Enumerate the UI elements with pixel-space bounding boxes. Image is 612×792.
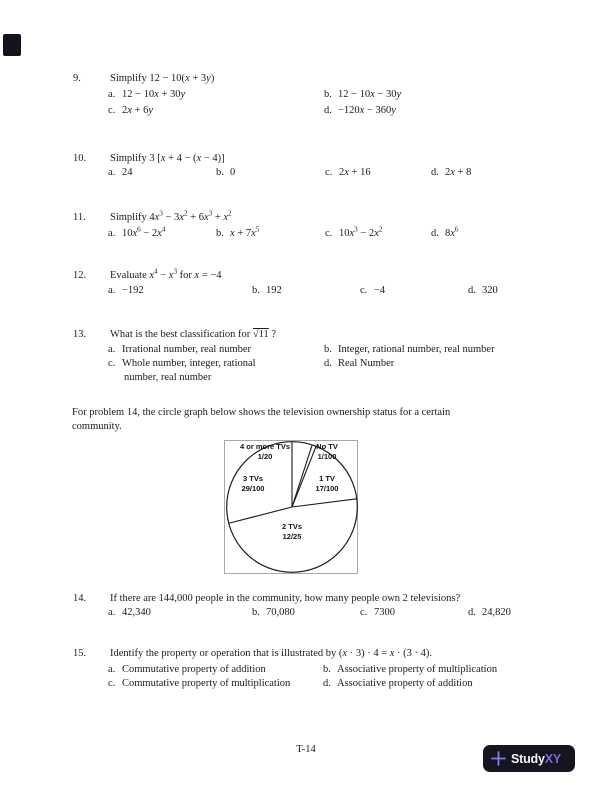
option-b: b. 0 [216, 167, 236, 178]
option-c: c. 2x + 6y [108, 105, 154, 116]
intro-line-1: For problem 14, the circle graph below shows the television ownership status for a certain [72, 407, 451, 418]
option-d: d. Associative property of addition [323, 678, 473, 689]
option-c: c. 7300 [360, 607, 395, 618]
option-c: c. Commutative property of multiplication [108, 678, 291, 689]
studyxy-logo [483, 745, 575, 772]
option-c: c. $10x^3 - 2x^2$ [325, 225, 383, 239]
problem-statement: Simplify 12 − 10(x + 3y) [110, 73, 215, 84]
option-d: d. 24,820 [468, 607, 511, 618]
problem-number: 12. [73, 270, 87, 281]
option-b: b. 192 [252, 285, 282, 296]
option-d: d. −120x − 360y [324, 105, 396, 116]
option-a: a. $10x^6 - 2x^4$ [108, 225, 166, 239]
option-b: b. Integer, rational number, real number [324, 344, 495, 355]
option-a: a. Commutative property of addition [108, 664, 266, 675]
option-b: b. Associative property of multiplication [323, 664, 498, 675]
problem-statement: Simplify $4x^3 - 3x^2 + 6x^3 + x^2$ [110, 209, 232, 223]
pie-label-3-tvs: 3 TVs 29/100 [241, 474, 265, 493]
problem-number: 10. [73, 153, 87, 164]
problem-statement: Simplify 3 [x + 4 − (x − 4)] [110, 153, 225, 164]
problem-number: 11. [73, 212, 86, 223]
option-a: a. 12 − 10x + 30y [108, 89, 186, 100]
pie-slice-boundary [229, 507, 292, 523]
option-a: a. Irrational number, real number [108, 344, 252, 355]
option-c: c. Whole number, integer, rational [108, 358, 256, 369]
option-d: d. $8x^6$ [431, 225, 459, 239]
option-c: c. −4 [360, 285, 386, 296]
page-number: T-14 [296, 744, 316, 755]
option-b: b. 12 − 10x − 30y [324, 89, 402, 100]
pie-label-no-tv: No TV 1/100 [316, 442, 338, 461]
problem-statement: If there are 144,000 people in the community, how many people own 2 televisions? [110, 593, 461, 604]
corner-mark [3, 34, 21, 56]
problem-number: 13. [73, 329, 87, 340]
pie-label-1-tv: 1 TV 17/100 [315, 474, 339, 493]
problem-statement: What is the best classification for √11 ? [110, 329, 277, 340]
problem-number: 9. [73, 73, 81, 84]
option-a: a. 42,340 [108, 607, 151, 618]
option-a: a. −192 [108, 285, 144, 296]
pie-slice-boundary [292, 445, 312, 507]
problem-statement: Evaluate $x^4 - x^3$ for x = −4 [110, 267, 222, 281]
intro-line-2: community. [72, 421, 122, 432]
option-d: d. Real Number [324, 358, 395, 369]
problem-statement: Identify the property or operation that is illustrated by (x · 3) · 4 = x · (3 · 4). [110, 648, 433, 659]
pie-label-4-or-more-tvs: 4 or more TVs 1/20 [239, 442, 291, 461]
pie-label-2-tvs: 2 TVs 12/25 [281, 522, 303, 541]
pie-slice-boundary [292, 446, 316, 507]
option-b: b. 70,080 [252, 607, 295, 618]
problem-number: 15. [73, 648, 87, 659]
option-c: c. 2x + 16 [325, 167, 371, 178]
option-d: d. 2x + 8 [431, 167, 472, 178]
pie-slice-boundary [292, 499, 357, 507]
option-b: b. $x + 7x^5$ [216, 225, 260, 239]
option-c-continuation: number, real number [124, 372, 212, 383]
problem-number: 14. [73, 593, 87, 604]
option-a: a. 24 [108, 167, 133, 178]
brand-text: StudyXY [511, 751, 562, 766]
plus-icon [491, 751, 506, 766]
option-d: d. 320 [468, 285, 498, 296]
